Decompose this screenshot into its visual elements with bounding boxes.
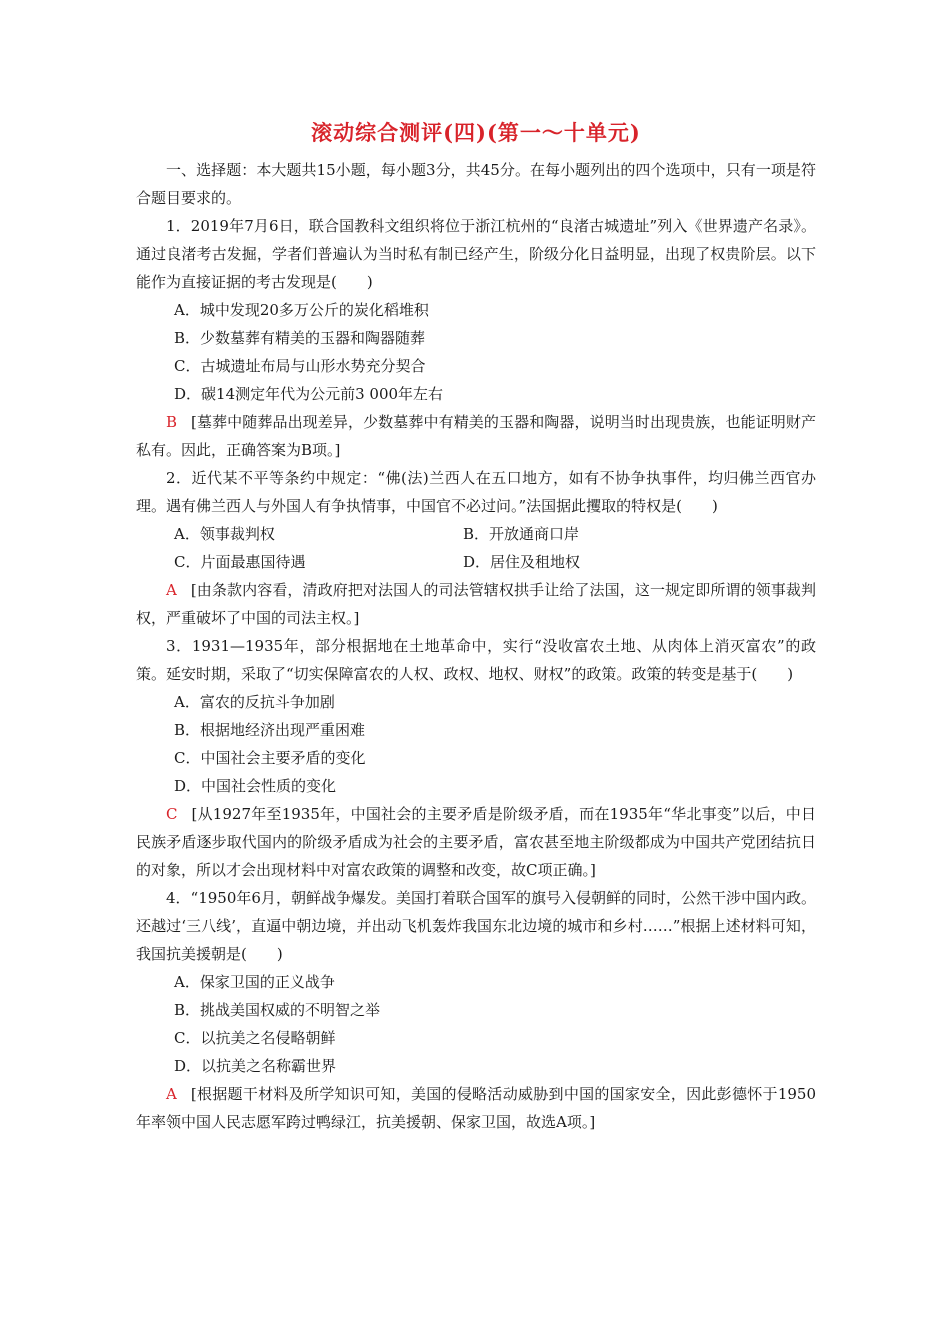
question-2-options-row-1 (136, 520, 816, 548)
question-2-options-row-2 (136, 548, 816, 576)
question-1-option-a: A．城中发现20多万公斤的炭化稻堆积 (174, 301, 429, 319)
question-1-option-b: B．少数墓葬有精美的玉器和陶器随葬 (174, 329, 426, 347)
question-4-answer (136, 1080, 816, 1136)
section-intro: 一、选择题：本大题共15小题，每小题3分，共45分。在每小题列出的四个选项中，只有一项是符合题目要求的。 (136, 161, 816, 207)
answer-letter: A (166, 581, 177, 599)
document-page (136, 118, 816, 1136)
question-3-stem: 3．1931—1935年，部分根据地在土地革命中，实行“没收富农土地、从肉体上消灭富农”的政策。延安时期，采取了“切实保障富农的人权、政权、地权、财权”的政策。政策的转变是基于( ) (136, 637, 816, 683)
question-4-option-d: D．以抗美之名称霸世界 (174, 1057, 337, 1075)
question-3-option-b: B．根据地经济出现严重困难 (174, 721, 366, 739)
question-3-answer (136, 800, 816, 884)
question-2-option-a: A．领事裁判权 (174, 525, 275, 543)
question-1-stem: 1．2019年7月6日，联合国教科文组织将位于浙江杭州的“良渚古城遗址”列入《世界遗产名录》。通过良渚考古发掘，学者们普遍认为当时私有制已经产生，阶级分化日益明显，出现了权贵阶层。以下能作为直接证据的考古发现是( ) (136, 217, 816, 291)
answer-explanation: [由条款内容看，清政府把对法国人的司法管辖权拱手让给了法国，这一规定即所谓的领事裁判权，严重破坏了中国的司法主权。] (136, 581, 816, 627)
question-2-answer (136, 576, 816, 632)
question-4-option-a: A．保家卫国的正义战争 (174, 973, 335, 991)
page-title: 滚动综合测评(四)(第一～十单元) (311, 120, 641, 145)
answer-explanation: [从1927年至1935年，中国社会的主要矛盾是阶级矛盾，而在1935年“华北事变”以后，中日民族矛盾逐步取代国内的阶级矛盾成为社会的主要矛盾，富农甚至地主阶级都成为中国共产党团结抗日的对象，所以才会出现材料中对富农政策的调整和改变，故C项正确。] (136, 805, 816, 879)
question-1-option-c: C．古城遗址布局与山形水势充分契合 (174, 357, 426, 375)
question-3-option-c: C．中国社会主要矛盾的变化 (174, 749, 366, 767)
question-4-stem: 4．“1950年6月，朝鲜战争爆发。美国打着联合国军的旗号入侵朝鲜的同时，公然干涉中国内政。还越过‘三八线’，直逼中朝边境，并出动飞机轰炸我国东北边境的城市和乡村……”根据上述材料可知，我国抗美援朝是( ) (136, 889, 816, 963)
question-4-option-c: C．以抗美之名侵略朝鲜 (174, 1029, 336, 1047)
question-1-option-d: D．碳14测定年代为公元前3 000年左右 (174, 385, 444, 403)
question-2-option-d: D．居住及租地权 (463, 553, 581, 571)
question-1-answer (136, 408, 816, 464)
answer-letter: A (166, 1085, 177, 1103)
question-2-option-b: B．开放通商口岸 (463, 525, 580, 543)
question-3-option-d: D．中国社会性质的变化 (174, 777, 337, 795)
question-2-option-c: C．片面最惠国待遇 (174, 553, 306, 571)
question-3-option-a: A．富农的反抗斗争加剧 (174, 693, 335, 711)
question-2-stem: 2．近代某不平等条约中规定：“佛(法)兰西人在五口地方，如有不协争执事件，均归佛兰西官办理。遇有佛兰西人与外国人有争执情事，中国官不必过问。”法国据此攫取的特权是( ) (136, 469, 816, 515)
answer-explanation: [根据题干材料及所学知识可知，美国的侵略活动威胁到中国的国家安全，因此彭德怀于1950年率领中国人民志愿军跨过鸭绿江，抗美援朝、保家卫国，故选A项。] (136, 1085, 816, 1131)
answer-explanation: [墓葬中随葬品出现差异，少数墓葬中有精美的玉器和陶器，说明当时出现贵族，也能证明财产私有。因此，正确答案为B项。] (136, 413, 816, 459)
answer-letter: C (166, 805, 178, 823)
answer-letter: B (166, 413, 178, 431)
question-4-option-b: B．挑战美国权威的不明智之举 (174, 1001, 381, 1019)
